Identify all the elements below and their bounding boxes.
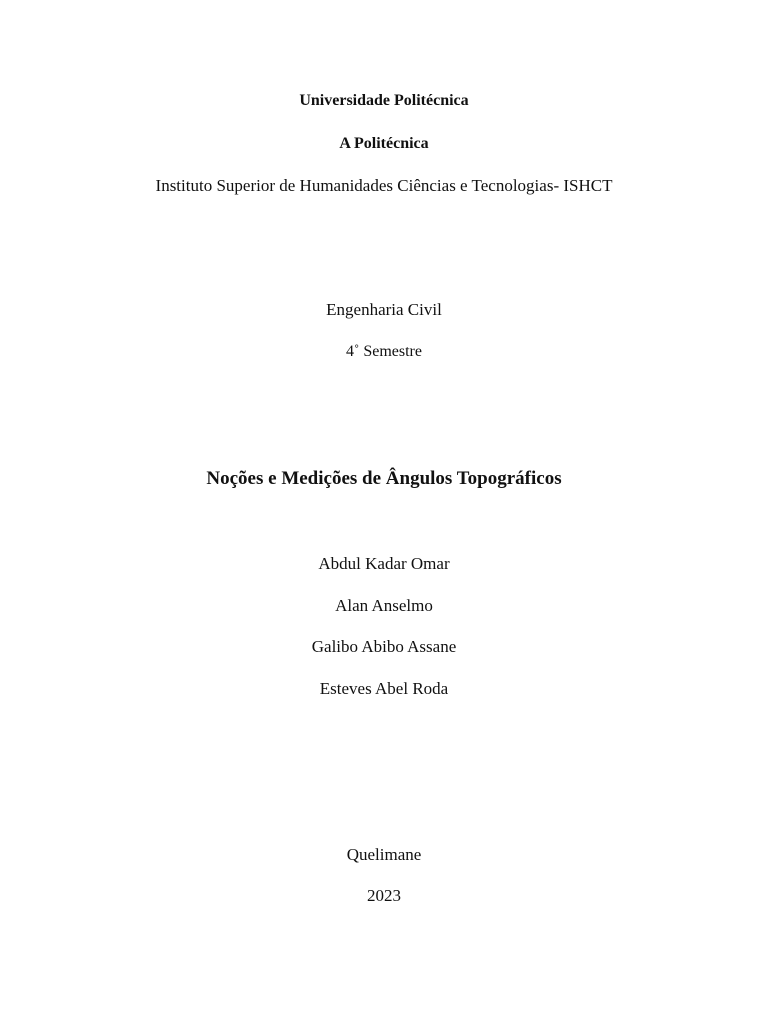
- city: Quelimane: [346, 845, 422, 864]
- institute-name: Instituto Superior de Humanidades Ciências e Tecnologias- ISHCT: [155, 176, 613, 195]
- document-title: Noções e Medições de Ângulos Topográficos: [206, 468, 562, 489]
- author-name: Esteves Abel Roda: [319, 679, 449, 698]
- university-name: Universidade Politécnica: [299, 92, 469, 109]
- year: 2023: [367, 886, 401, 905]
- author-name: Alan Anselmo: [335, 596, 433, 615]
- institution-short-name: A Politécnica: [339, 135, 429, 152]
- semester: 4˚ Semestre: [346, 343, 422, 360]
- author-name: Abdul Kadar Omar: [318, 554, 450, 573]
- course-name: Engenharia Civil: [326, 300, 442, 319]
- author-name: Galibo Abibo Assane: [311, 637, 457, 656]
